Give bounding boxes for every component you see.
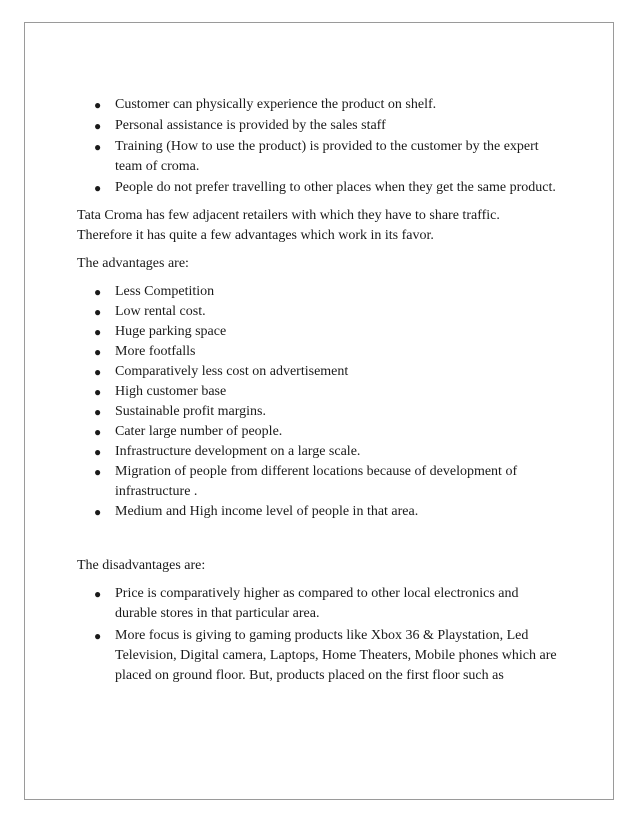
bullet-icon: ● bbox=[94, 181, 102, 195]
list-item: ● Low rental cost. bbox=[77, 302, 557, 322]
bullet-icon: ● bbox=[94, 325, 102, 339]
list-item: ● Infrastructure development on a large scale. bbox=[77, 442, 557, 462]
customer-benefits-list bbox=[77, 95, 557, 198]
list-item: ● People do not prefer travelling to other places when they get the same product. bbox=[77, 178, 557, 198]
list-item: ● Customer can physically experience the product on shelf. bbox=[77, 95, 557, 115]
list-item: ● Medium and High income level of people in that area. bbox=[77, 502, 557, 522]
list-item: ● Comparatively less cost on advertisement bbox=[77, 362, 557, 382]
list-item: ● Migration of people from different locations because of development of infrastructure . bbox=[94, 464, 518, 499]
bullet-icon: ● bbox=[94, 465, 102, 479]
list-item: ● High customer base bbox=[77, 382, 557, 402]
bullet-icon: ● bbox=[94, 119, 102, 133]
bullet-icon: ● bbox=[94, 365, 102, 379]
bullet-icon: ● bbox=[94, 425, 102, 439]
bullet-icon: ● bbox=[94, 587, 102, 601]
bullet-icon: ● bbox=[94, 305, 102, 319]
bullet-icon: ● bbox=[94, 405, 102, 419]
disadvantages-heading: The disadvantages are: bbox=[77, 558, 206, 573]
disadvantages-list bbox=[77, 584, 557, 686]
bullet-icon: ● bbox=[94, 445, 102, 459]
bullet-icon: ● bbox=[94, 140, 102, 154]
advantages-heading: The advantages are: bbox=[77, 256, 189, 271]
list-item: ● Price is comparatively higher as compared to other local electronics and durable stores in that particular area. bbox=[94, 586, 519, 621]
list-item: ● Huge parking space bbox=[77, 322, 557, 342]
bullet-icon: ● bbox=[94, 98, 102, 112]
list-item: ● More footfalls bbox=[77, 342, 557, 362]
page-content bbox=[77, 95, 557, 688]
list-item: ● Sustainable profit margins. bbox=[77, 402, 557, 422]
bullet-icon: ● bbox=[94, 285, 102, 299]
list-item: ● More focus is giving to gaming products like Xbox 36 & Playstation, Led Television, Digital camera, Laptops, Home Theaters, Mobile phones which are placed on ground floor. But, products placed on the first floor such as bbox=[94, 628, 557, 683]
bullet-icon: ● bbox=[94, 345, 102, 359]
document-page bbox=[24, 22, 614, 800]
list-item: ● Cater large number of people. bbox=[77, 422, 557, 442]
bullet-icon: ● bbox=[94, 385, 102, 399]
list-item: ● Training (How to use the product) is provided to the customer by the expert team of croma. bbox=[94, 139, 539, 174]
list-item: ● Less Competition bbox=[77, 282, 557, 302]
bullet-icon: ● bbox=[94, 629, 102, 643]
list-item: ● Personal assistance is provided by the sales staff bbox=[77, 116, 557, 136]
traffic-paragraph: Tata Croma has few adjacent retailers with which they have to share traffic. Therefore it has quite a few advantages which work in its favor. bbox=[77, 208, 500, 243]
bullet-icon: ● bbox=[94, 505, 102, 519]
advantages-list bbox=[77, 282, 557, 522]
